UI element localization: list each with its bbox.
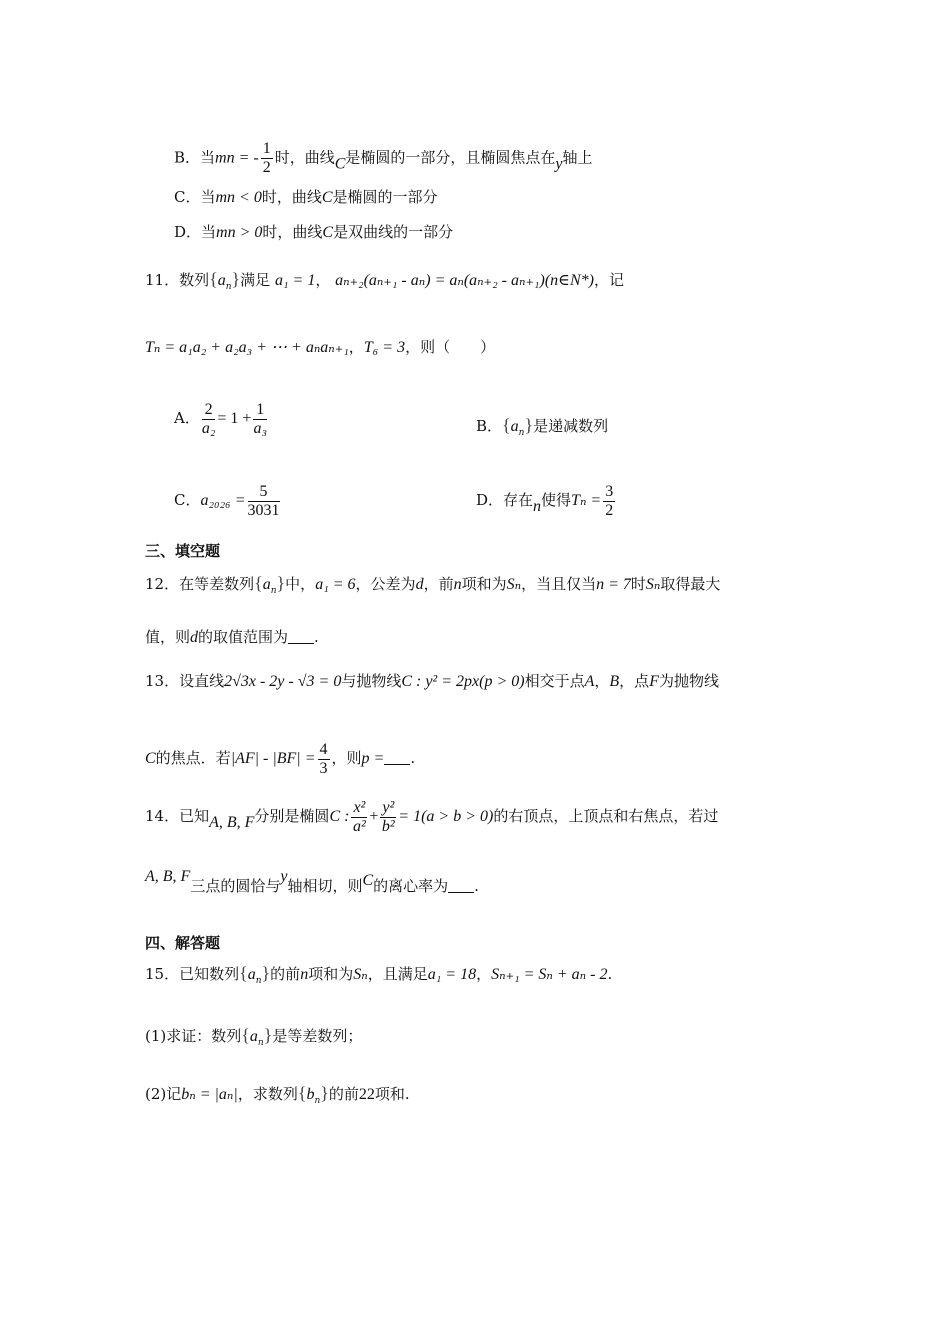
answer-blank[interactable]	[448, 878, 474, 893]
q15-part2: (2)记bₙ = |aₙ|，求数列$\{b_n\}$的前22项和.	[145, 1083, 410, 1106]
q13-line2: C的焦点．若|AF| - |BF| = $\frac{4}{3}$ ，则p = .	[145, 740, 416, 777]
q11-definition: Tₙ = a₁a₂ + a₂a₃ + ⋯ + aₙaₙ₊₁，T₆ = 3，则（ ）	[145, 338, 496, 356]
q15-part1: (1)求证：数列$\{a_n\}$是等差数列；	[145, 1025, 363, 1048]
answer-blank[interactable]	[384, 750, 410, 765]
q12-line2: 值，则d的取值范围为 .	[145, 628, 319, 646]
q10-option-c: C．当mn < 0时，曲线C是椭圆的一部分	[174, 188, 438, 206]
q14-stem: 14．已知A, B, F分别是椭圆C : $\frac{\text{x²}}{\text{a²}}$ + $\frac{\text{y²}}{\text{b²}}$ = 1(a > b > 0)的右顶点，上顶点和右焦点，若过	[145, 798, 719, 835]
q11-option-d: D．存在n使得Tₙ = $\frac{3}{2}$	[476, 482, 614, 519]
q11-option-c: C．a₂₀₂₆ = $\frac{5}{3031}$	[174, 482, 280, 519]
q10-option-d: D．当mn > 0时，曲线C是双曲线的一部分	[174, 223, 454, 241]
section-heading-answer: 四、解答题	[145, 934, 221, 952]
q10-option-b: B．当mn = - $\frac{1}{2}$ 时，曲线C是椭圆的一部分，且椭圆焦点在y轴上	[174, 140, 593, 176]
q11-option-b: B．$\{a_n\}$是递减数列	[476, 415, 609, 438]
q11-option-a: A． $\frac{2}{\text{a₂}}$ = 1 + $\frac{1}{\text{a₃}}$	[174, 400, 268, 437]
answer-blank[interactable]	[288, 629, 314, 644]
q14-line2: A, B, F三点的圆恰与y轴相切，则C的离心率为 .	[145, 868, 479, 895]
q15-stem: 15．已知数列$\{a_n\}$的前n项和为Sₙ，且满足a₁ = 18，Sₙ₊₁ = Sₙ + aₙ - 2.	[145, 963, 613, 986]
q13-stem: 13．设直线2√3x - 2y - √3 = 0与抛物线C : y² = 2px(p > 0)相交于点A，B，点F为抛物线	[145, 672, 719, 690]
q12-stem: 12．在等差数列$\{a_n\}$中，a₁ = 6，公差为d，前n项和为Sₙ，当且仅当n = 7时Sₙ取得最大	[145, 573, 721, 596]
q11-stem: 11．数列$\{a_n\}$满足 a₁ = 1， aₙ₊₂(aₙ₊₁ - aₙ) = aₙ(aₙ₊₂ - aₙ₊₁)(n∈N*)，记	[145, 269, 624, 292]
section-heading-fill-in: 三、填空题	[145, 542, 221, 560]
